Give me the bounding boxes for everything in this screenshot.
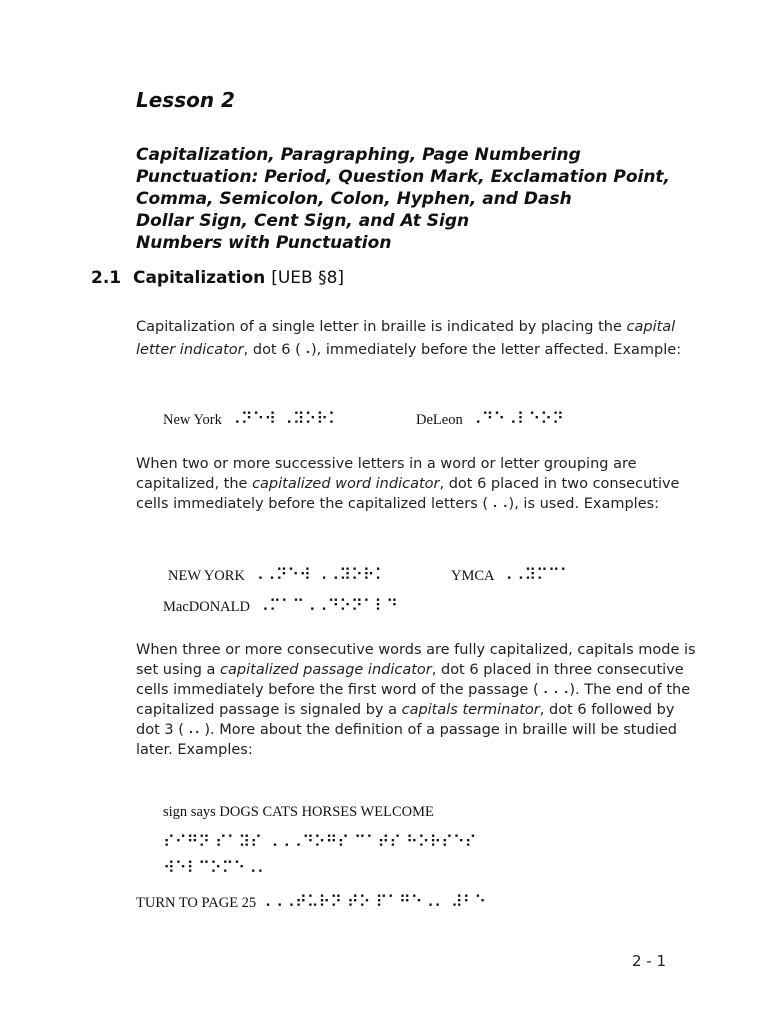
topic-line: Dollar Sign, Cent Sign, and At Sign bbox=[136, 211, 470, 231]
example-print: YMCA bbox=[451, 568, 494, 584]
section-heading bbox=[91, 268, 344, 288]
example-braille: ⠺⠑⠇⠉⠕⠍⠑⠠⠄ bbox=[163, 858, 269, 877]
lesson-topics bbox=[136, 144, 670, 254]
example-braille: ⠠⠠⠽⠍⠉⠁ bbox=[500, 565, 572, 584]
example-print: New York bbox=[163, 412, 222, 428]
example-line bbox=[451, 565, 571, 585]
example-line bbox=[163, 409, 340, 429]
topic-line: Capitalization, Paragraphing, Page Numbering bbox=[136, 145, 581, 165]
topic-line: Numbers with Punctuation bbox=[136, 233, 392, 253]
example-braille: ⠎⠊⠛⠝ ⠎⠁⠽⠎ ⠠⠠⠠⠙⠕⠛⠎ ⠉⠁⠞⠎ ⠓⠕⠗⠎⠑⠎ bbox=[163, 832, 477, 851]
example-print: DeLeon bbox=[416, 412, 463, 428]
braille-inline: ⠠ bbox=[300, 342, 311, 358]
term: capital letter indicator bbox=[136, 319, 676, 358]
text: , dot 6 placed in three consecutive cells immediately before the first word of the passage ( bbox=[136, 662, 684, 698]
example-braille: ⠠⠙⠑⠠⠇⠑⠕⠝ bbox=[469, 409, 564, 428]
text: ), is used. Examples: bbox=[508, 496, 660, 512]
example-braille: ⠠⠝⠑⠺ ⠠⠽⠕⠗⠅ bbox=[229, 409, 340, 428]
section-title: Capitalization bbox=[132, 268, 266, 288]
text: Capitalization of a single letter in braille is indicated by placing the bbox=[136, 319, 627, 335]
text: ), immediately before the letter affected. Example: bbox=[311, 342, 682, 358]
text: When two or more successive letters in a word or letter grouping are capitalized, the bbox=[136, 456, 637, 492]
braille-inline: ⠠⠠⠠ bbox=[538, 682, 570, 698]
example-line bbox=[168, 565, 386, 585]
example-braille: ⠠⠍⠁⠉⠠⠠⠙⠕⠝⠁⠇⠙ bbox=[257, 596, 398, 615]
example-print: sign says DOGS CATS HORSES WELCOME bbox=[163, 804, 434, 820]
lesson-title: Lesson 2 bbox=[136, 88, 235, 112]
braille-inline: ⠠⠄ bbox=[183, 722, 205, 738]
section-number: 2.1 bbox=[91, 268, 122, 288]
text: ). The end of the capitalized passage is signaled by a bbox=[136, 682, 691, 718]
example-print: TURN TO PAGE 25 bbox=[136, 895, 257, 911]
example-braille: ⠠⠠⠝⠑⠺ ⠠⠠⠽⠕⠗⠅ bbox=[252, 565, 387, 584]
example-print: MacDONALD bbox=[163, 599, 250, 615]
example-line bbox=[163, 596, 398, 616]
example-braille: ⠠⠠⠠⠞⠥⠗⠝ ⠞⠕ ⠏⠁⠛⠑⠠⠄ ⠼⠃⠑ bbox=[259, 892, 487, 911]
example-print: NEW YORK bbox=[168, 568, 245, 584]
text: ). More about the definition of a passage in braille will be studied later. Examples: bbox=[136, 722, 677, 758]
topic-line: Punctuation: Period, Question Mark, Exclamation Point, bbox=[136, 167, 671, 187]
text: When three or more consecutive words are fully capitalized, capitals mode is set using a bbox=[136, 642, 696, 678]
example-line bbox=[136, 892, 486, 912]
term: capitals terminator bbox=[401, 702, 540, 718]
term: capitalized word indicator bbox=[252, 476, 440, 492]
braille-inline: ⠠⠠ bbox=[488, 496, 509, 512]
text: , dot 6 followed by dot 3 ( bbox=[136, 702, 675, 738]
paragraph-capital-passage bbox=[136, 640, 696, 760]
topic-line: Comma, Semicolon, Colon, Hyphen, and Dash bbox=[136, 189, 572, 209]
text: , dot 6 placed in two consecutive cells immediately before the capitalized letters ( bbox=[136, 476, 680, 512]
section-reference: [UEB §8] bbox=[271, 268, 345, 288]
example-line bbox=[416, 409, 564, 429]
page-number: 2 - 1 bbox=[632, 952, 667, 970]
paragraph-capital-word bbox=[136, 454, 696, 514]
term: capitalized passage indicator bbox=[220, 662, 432, 678]
text: , dot 6 ( bbox=[243, 342, 301, 358]
paragraph-single-capital bbox=[136, 316, 696, 362]
